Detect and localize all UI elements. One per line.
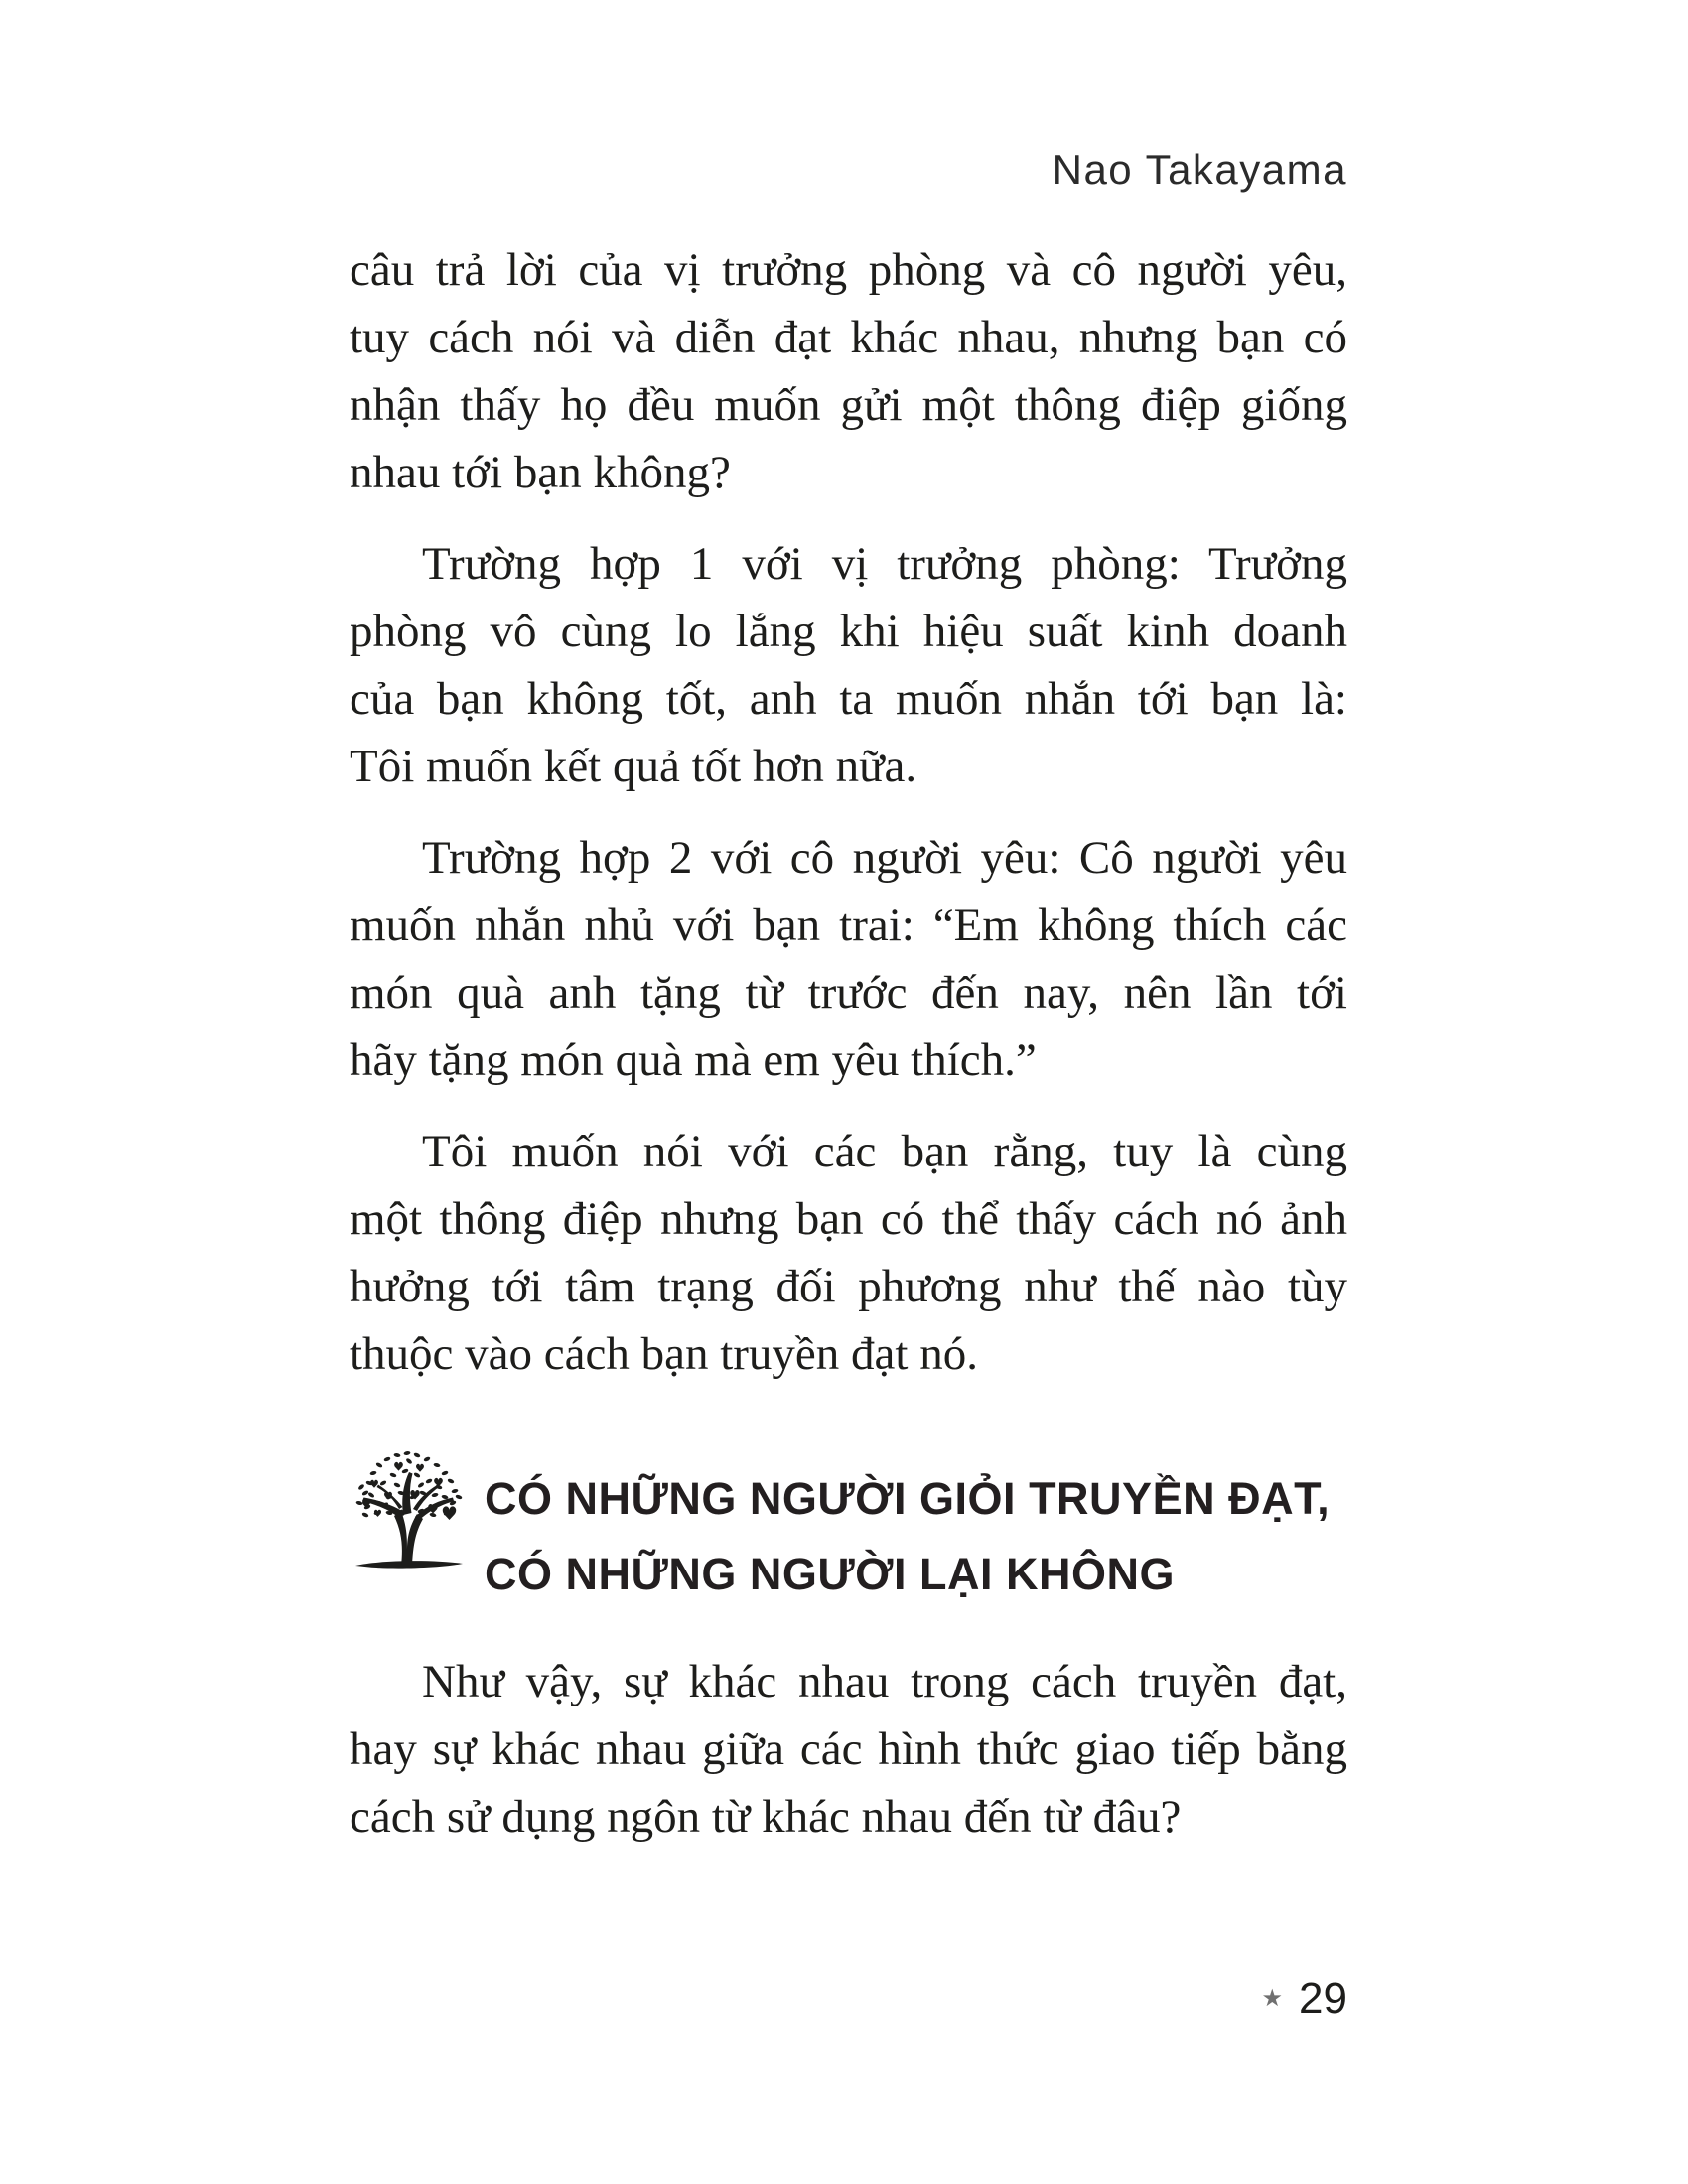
page-footer (350, 1975, 1347, 2023)
body-line: cách sử dụng ngôn từ khác nhau đến từ đâu? (350, 1791, 1182, 1843)
section-heading-text (485, 1461, 1330, 1612)
body-line: Tôi muốn kết quả tốt hơn nữa. (350, 741, 917, 792)
section-heading (350, 1447, 1347, 1612)
body-line: nhận thấy họ đều muốn gửi một thông điệp giống (350, 379, 1347, 431)
heading-line: CÓ NHỮNG NGƯỜI GIỎI TRUYỀN ĐẠT, (485, 1473, 1331, 1524)
page-number: 29 (1299, 1975, 1347, 2023)
body-line: Trường hợp 2 với cô người yêu: Cô người yêu (422, 832, 1347, 884)
body-line: câu trả lời của vị trưởng phòng và cô người yêu, (350, 244, 1347, 296)
paragraph (350, 236, 1347, 506)
body-line: một thông điệp nhưng bạn có thể thấy cách nó ảnh (350, 1193, 1347, 1245)
body-line: thuộc vào cách bạn truyền đạt nó. (350, 1328, 978, 1380)
body-line: Trường hợp 1 với vị trưởng phòng: Trưởng (422, 538, 1347, 590)
paragraph (350, 824, 1347, 1094)
body-line: hưởng tới tâm trạng đối phương như thế nào tùy (350, 1261, 1347, 1312)
body-line: nhau tới bạn không? (350, 447, 731, 498)
body-line: của bạn không tốt, anh ta muốn nhắn tới bạn là: (350, 673, 1347, 725)
body-line: hãy tặng món quà mà em yêu thích.” (350, 1034, 1037, 1086)
body-line: Tôi muốn nói với các bạn rằng, tuy là cùng (422, 1126, 1347, 1177)
body-line: tuy cách nói và diễn đạt khác nhau, nhưng bạn có (350, 312, 1347, 363)
paragraph (350, 1118, 1347, 1388)
body-line: Như vậy, sự khác nhau trong cách truyền đạt, (422, 1656, 1347, 1707)
running-header: Nao Takayama (1052, 146, 1347, 193)
heading-line: CÓ NHỮNG NGƯỜI LẠI KHÔNG (485, 1549, 1176, 1599)
paragraph (350, 530, 1347, 800)
star-icon: ★ (1261, 1984, 1284, 2012)
body-line: phòng vô cùng lo lắng khi hiệu suất kinh doanh (350, 606, 1347, 657)
heart-tree-icon (350, 1447, 469, 1572)
paragraph (350, 1648, 1347, 1850)
body-line: muốn nhắn nhủ với bạn trai: “Em không thích các (350, 899, 1347, 951)
text-column (350, 236, 1347, 1850)
body-line: món quà anh tặng từ trước đến nay, nên lần tới (350, 967, 1347, 1019)
body-line: hay sự khác nhau giữa các hình thức giao tiếp bằng (350, 1723, 1347, 1775)
